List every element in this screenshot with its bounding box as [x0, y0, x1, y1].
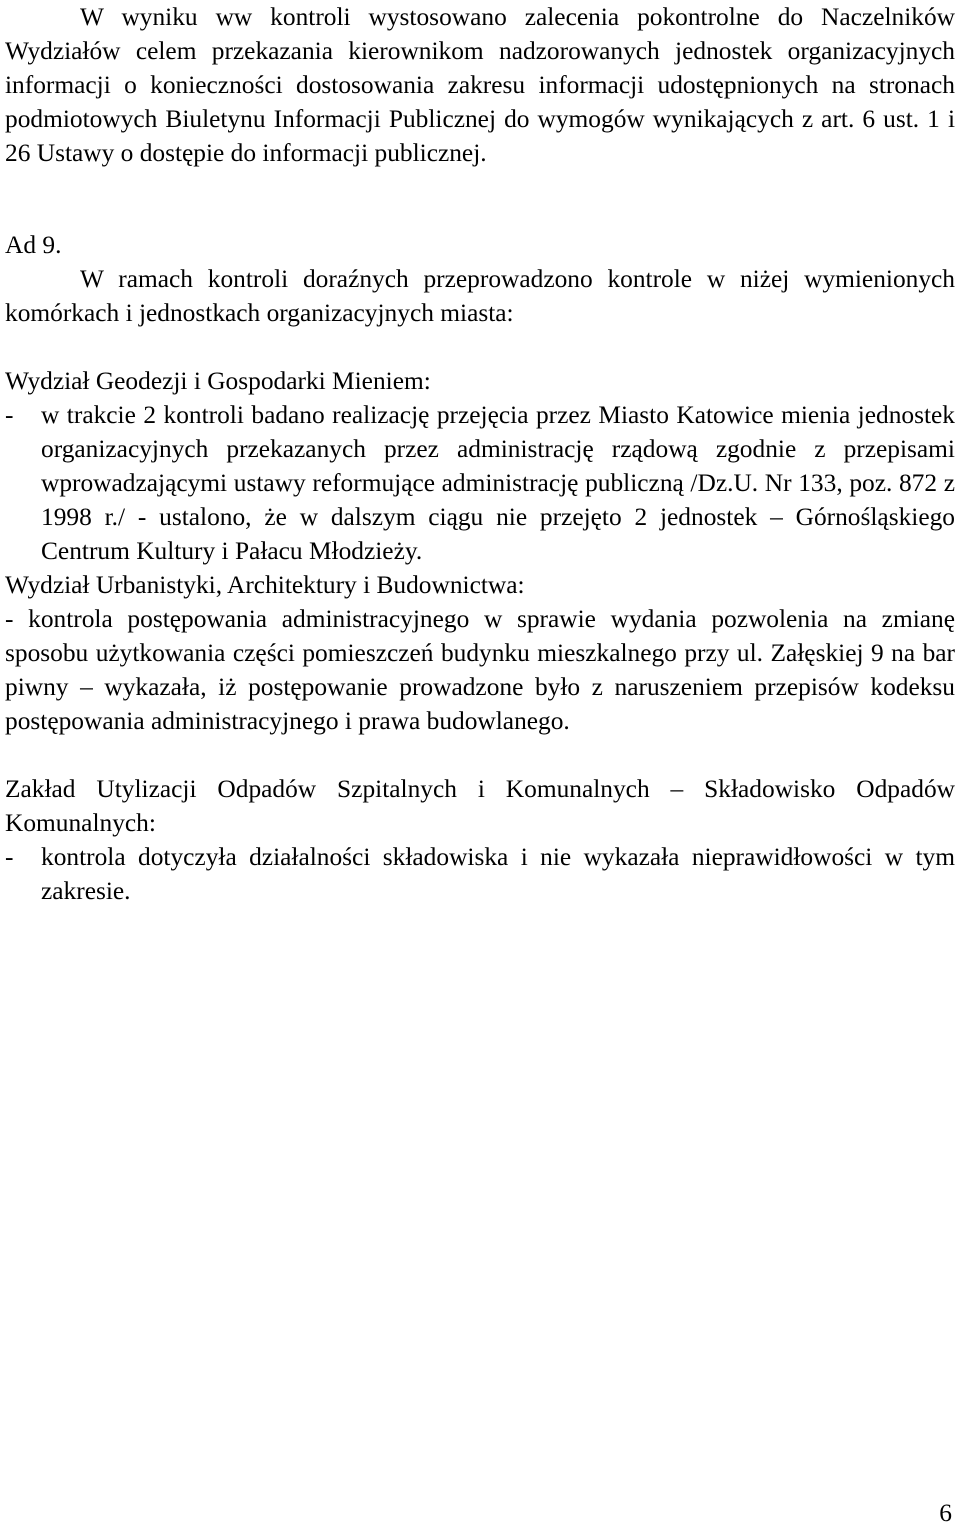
section-zaklad	[5, 772, 955, 908]
list-dash: -	[5, 401, 14, 429]
list-item-text: w trakcie 2 kontroli badano realizację przejęcia przez Miasto Katowice mienia jednostek organizacyjnych przekazanych przez administrację rządową zgodnie z przepisami wprowadzającymi ustawy reformujące administrację publiczną /Dz.U. Nr 133, poz. 872 z 1998 r./ - ustalono, że w dalszym ciągu nie przejęto 2 jednostek – Górnośląskiego Centrum Kultury i Pałacu Młodzieży.	[41, 401, 955, 565]
section-urbanistyka	[5, 568, 955, 738]
list-dash: -	[5, 843, 14, 871]
section-geodezja	[5, 364, 955, 568]
section-heading-geodezja: Wydział Geodezji i Gospodarki Mieniem:	[5, 367, 431, 395]
section-heading-urbanistyka: Wydział Urbanistyki, Architektury i Budownictwa:	[5, 571, 525, 599]
list-item-geodezja	[5, 398, 955, 568]
paragraph-ad9: W ramach kontroli doraźnych przeprowadzono kontrole w niżej wymienionych komórkach i jednostkach organizacyjnych miasta:	[5, 265, 955, 327]
list-item-text: kontrola dotyczyła działalności składowiska i nie wykazała nieprawidłowości w tym zakresie.	[41, 843, 955, 905]
section-heading-zaklad: Zakład Utylizacji Odpadów Szpitalnych i Komunalnych – Składowisko Odpadów Komunalnych:	[5, 775, 955, 837]
ad9-heading: Ad 9.	[5, 231, 62, 259]
paragraph-intro: W wyniku ww kontroli wystosowano zalecenia pokontrolne do Naczelników Wydziałów celem przekazania kierownikom nadzorowanych jednostek organizacyjnych informacji o konieczności dostosowania zakresu informacji udostępnionych na stronach podmiotowych Biuletynu Informacji Publicznej do wymogów wynikających z art. 6 ust. 1 i 26 Ustawy o dostępie do informacji publicznej.	[5, 3, 955, 167]
list-item-urbanistyka: - kontrola postępowania administracyjnego w sprawie wydania pozwolenia na zmianę sposobu użytkowania części pomieszczeń budynku mieszkalnego przy ul. Załęskiej 9 na bar piwny – wykazała, iż postępowanie prowadzone było z naruszeniem przepisów kodeksu postępowania administracyjnego i prawa budowlanego.	[5, 605, 955, 735]
document-page	[5, 0, 955, 908]
page-number: 6	[939, 1499, 952, 1527]
list-item-zaklad	[5, 840, 955, 908]
